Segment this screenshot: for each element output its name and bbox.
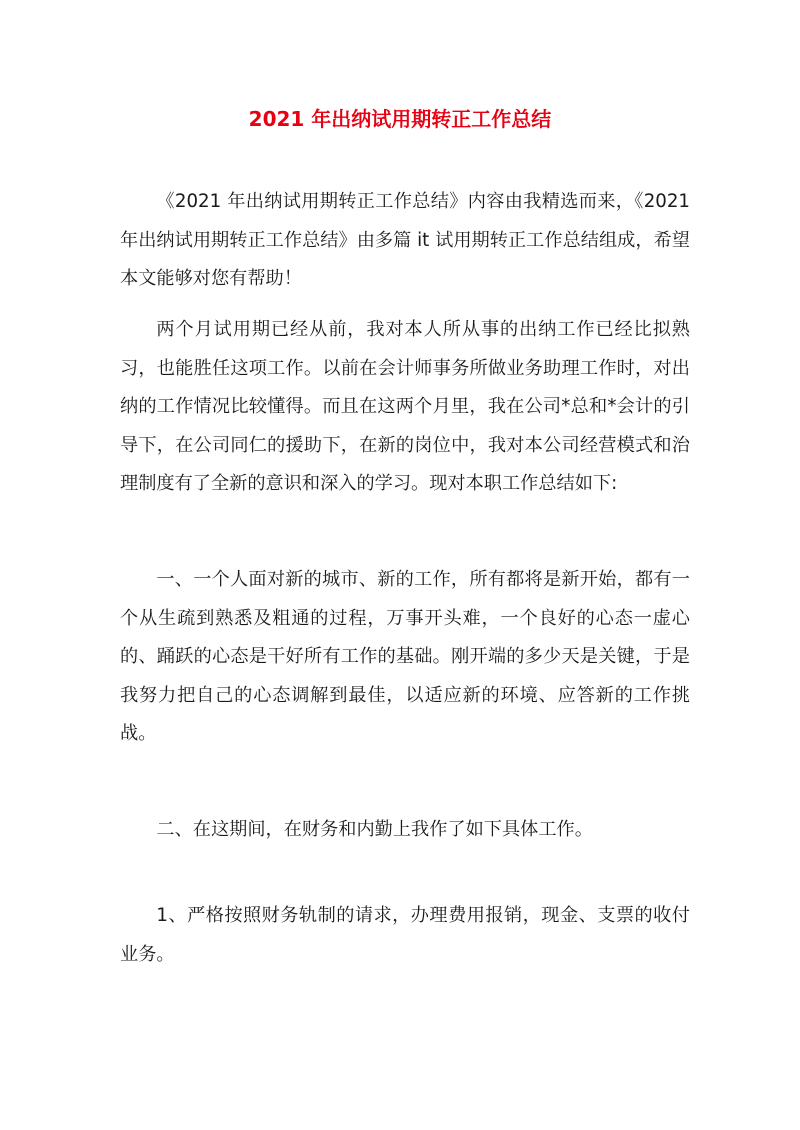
paragraph-text: 1、严格按照财务轨制的请求，办理费用报销，现金、支票的收付业务。 [120, 905, 690, 965]
paragraph-item-one [120, 897, 690, 974]
paragraph-section-one [120, 561, 690, 754]
paragraph-text: 二、在这期间，在财务和内勤上我作了如下具体工作。 [156, 819, 593, 840]
paragraph-overview [120, 311, 690, 504]
document-title: 2021 年出纳试用期转正工作总结 [248, 107, 552, 131]
paragraph-section-two [120, 811, 690, 850]
paragraph-intro [120, 183, 690, 299]
paragraph-text: 《2021 年出纳试用期转正工作总结》内容由我精选而来，《2021 年出纳试用期转正工作总结》由多篇 it 试用期转正工作总结组成，希望本文能够对您有帮助！ [120, 191, 690, 289]
paragraph-text: 两个月试用期已经从前，我对本人所从事的出纳工作已经比拟熟习，也能胜任这项工作。以前在会计师事务所做业务助理工作时，对出纳的工作情况比较懂得。而且在这两个月里，我在公司*总和*会计的引导下，在公司同仁的援助下，在新的岗位中，我对本公司经营模式和治理制度有了全新的意识和深入的学习。现对本职工作总结如下: [120, 319, 690, 494]
paragraph-text: 一、一个人面对新的城市、新的工作，所有都将是新开始，都有一个从生疏到熟悉及粗通的过程，万事开头难，一个良好的心态一虚心的、踊跃的心态是干好所有工作的基础。刚开端的多少天是关键，于是我努力把自己的心态调解到最佳，以适应新的环境、应答新的工作挑战。 [120, 569, 690, 744]
